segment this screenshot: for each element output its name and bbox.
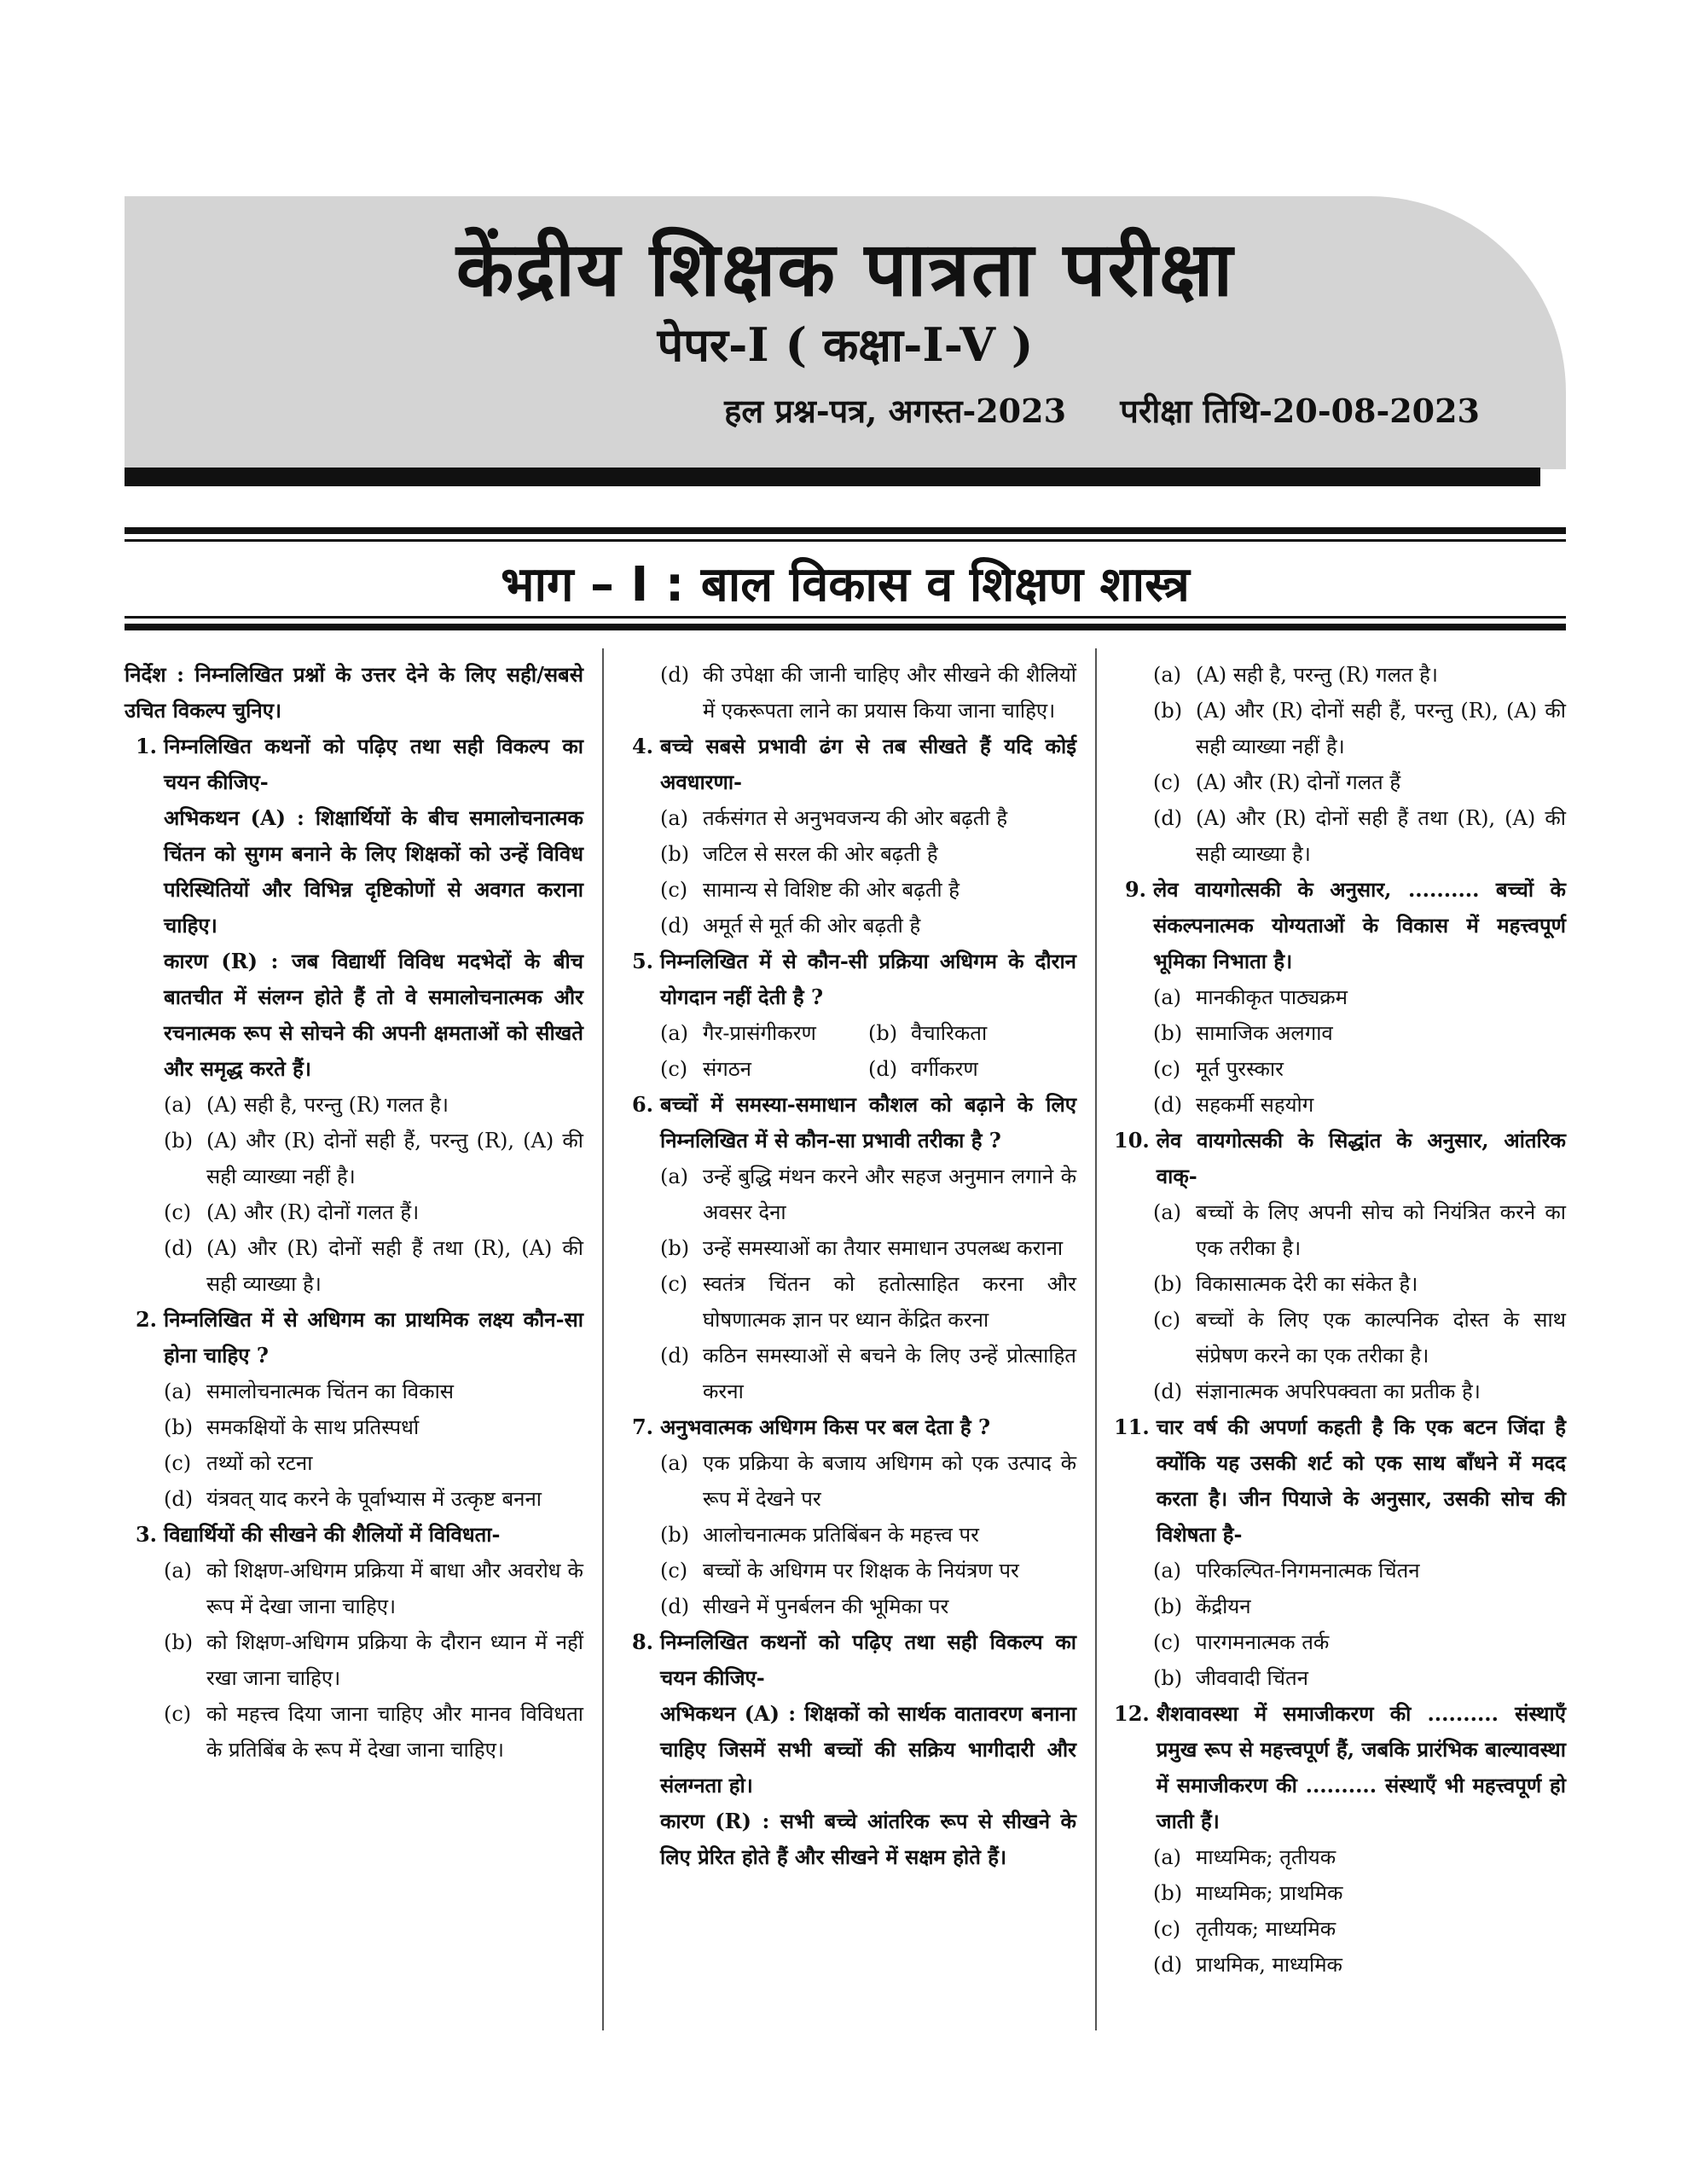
option-text: संगठन: [703, 1057, 751, 1081]
option-text: उन्हें समस्याओं का तैयार समाधान उपलब्ध कराना: [703, 1236, 1064, 1260]
option-text: माध्यमिक; प्राथमिक: [1196, 1881, 1343, 1905]
option-label: (b): [1153, 1021, 1183, 1045]
option-label: (d): [1153, 1380, 1183, 1403]
option-c: [660, 1051, 868, 1087]
option-c: [1114, 764, 1566, 800]
option-d: [868, 1051, 1076, 1087]
option-text: जीववादी चिंतन: [1196, 1666, 1308, 1690]
question-text: बच्चे सबसे प्रभावी ढंग से तब सीखते हैं यदि कोई अवधारणा-: [660, 734, 1076, 794]
option-d: [1114, 1660, 1566, 1696]
question-number: 4.: [631, 734, 653, 758]
option-text: को महत्त्व दिया जाना चाहिए और मानव विविधता के प्रतिबिंब के रूप में देखा जाना चाहिए।: [206, 1702, 583, 1762]
option-label: (a): [164, 1093, 193, 1117]
option-label: (d): [868, 1057, 898, 1081]
option-a: [1114, 1194, 1566, 1266]
question-text: लेव वायगोत्सकी के अनुसार, .......... बच्चों के संकल्पनात्मक योग्यताओं के विकास में महत्त्वपूर्ण भूमिका निभाता है।: [1153, 877, 1566, 973]
question-3: [125, 1517, 583, 1553]
divider: [125, 527, 1566, 534]
option-label: (d): [660, 914, 690, 938]
option-label: (a): [1153, 1200, 1182, 1224]
question-8: [621, 1624, 1076, 1696]
option-label: (b): [1153, 1272, 1183, 1296]
question-number: 12.: [1114, 1701, 1150, 1726]
question-text: चार वर्ष की अपर्णा कहती है कि एक बटन जिंदा है क्योंकि यह उसकी शर्ट को एक साथ बाँधने में मदद करता है। जीन पियाजे के अनुसार, उसकी सोच की विशेषता है-: [1156, 1414, 1566, 1547]
option-label: (d): [164, 1236, 194, 1260]
option-d: [621, 1589, 1076, 1624]
option-label: (b): [660, 1523, 690, 1547]
option-label: (b): [1153, 1594, 1183, 1618]
assertion: अभिकथन (A) : शिक्षकों को सार्थक वातावरण बनाना चाहिए जिसमें सभी बच्चों की सक्रिय भागीदारी और संलग्नता हो।: [660, 1701, 1076, 1798]
paper-info: [681, 388, 1480, 433]
option-label: (a): [660, 1165, 689, 1188]
option-text: जटिल से सरल की ओर बढ़ती है: [703, 842, 938, 866]
option-label: (b): [660, 1236, 690, 1260]
option-label: (a): [1153, 663, 1182, 687]
option-label: (b): [1153, 699, 1183, 723]
option-a: [621, 1445, 1076, 1517]
option-c: [125, 1445, 583, 1481]
page-title: केंद्रीय शिक्षक पात्रता परीक्षा: [455, 225, 1235, 313]
option-text: मूर्त पुरस्कार: [1196, 1057, 1284, 1081]
assertion: अभिकथन (A) : शिक्षार्थियों के बीच समालोचनात्मक चिंतन को सुगम बनाने के लिए शिक्षकों को उन्हें विविध परिस्थितियों और विभिन्न दृष्टिकोणों से अवगत कराना चाहिए।: [164, 805, 583, 938]
option-a: [621, 800, 1076, 836]
option-text: तर्कसंगत से अनुभवजन्य की ओर बढ़ती है: [703, 806, 1008, 830]
option-text: स्वतंत्र चिंतन को हतोत्साहित करना और घोषणात्मक ज्ञान पर ध्यान केंद्रित करना: [703, 1272, 1076, 1332]
option-text: विकासात्मक देरी का संकेत है।: [1196, 1272, 1418, 1296]
option-text: सीखने में पुनर्बलन की भूमिका पर: [703, 1594, 949, 1618]
reason: कारण (R) : सभी बच्चे आंतरिक रूप से सीखने के लिए प्रेरित होते हैं और सीखने में सक्षम होते हैं।: [660, 1809, 1076, 1869]
header-underline: [125, 468, 1540, 486]
option-text: मानकीकृत पाठ्यक्रम: [1196, 985, 1348, 1009]
question-number: 7.: [631, 1414, 653, 1439]
option-label: (b): [1153, 1666, 1183, 1690]
option-label: (d): [1153, 806, 1183, 830]
option-text: (A) और (R) दोनों सही हैं तथा (R), (A) की सही व्याख्या है।: [1196, 806, 1566, 866]
option-label: (d): [1153, 1093, 1183, 1117]
option-text: अमूर्त से मूर्त की ओर बढ़ती है: [703, 914, 921, 938]
option-label: (d): [660, 1344, 690, 1368]
option-b: [1114, 1015, 1566, 1051]
question-1: [125, 729, 583, 800]
question-text: बच्चों में समस्या-समाधान कौशल को बढ़ाने के लिए निम्नलिखित में से कौन-सा प्रभावी तरीका है ?: [660, 1092, 1076, 1153]
option-d: [125, 1481, 583, 1517]
option-label: (b): [660, 842, 690, 866]
option-text: परिकल्पित-निगमनात्मक चिंतन: [1196, 1559, 1420, 1583]
column-divider: [1095, 648, 1097, 2030]
option-d: [621, 657, 1076, 729]
option-label: (a): [1153, 985, 1182, 1009]
option-label: (c): [164, 1200, 192, 1224]
option-label: (c): [1153, 1057, 1181, 1081]
option-c: [621, 1553, 1076, 1589]
option-label: (d): [164, 1487, 194, 1511]
instruction: निर्देश : निम्नलिखित प्रश्नों के उत्तर देने के लिए सही/सबसे उचित विकल्प चुनिए।: [125, 662, 583, 723]
option-label: (d): [660, 1594, 690, 1618]
option-text: तृतीयक; माध्यमिक: [1196, 1917, 1336, 1941]
question-number: 3.: [135, 1522, 157, 1547]
option-text: पारगमनात्मक तर्क: [1196, 1630, 1330, 1654]
option-c: [125, 1696, 583, 1768]
option-b: [125, 1409, 583, 1445]
option-text: एक प्रक्रिया के बजाय अधिगम को एक उत्पाद के रूप में देखने पर: [703, 1451, 1076, 1511]
option-label: (a): [1153, 1845, 1182, 1869]
question-number: 8.: [631, 1629, 653, 1654]
question-number: 11.: [1114, 1414, 1150, 1439]
option-label: (a): [1153, 1559, 1182, 1583]
reason: कारण (R) : जब विद्यार्थी विविध मदभेदों के बीच बातचीत में संलग्न होते हैं तो वे समालोचनात्मक और रचनात्मक रूप से सोचने की अपनी क्षमताओं को सीखते और समृद्ध करते हैं।: [164, 949, 583, 1081]
option-a: [125, 1374, 583, 1409]
option-label: (d): [660, 663, 690, 687]
divider: [125, 616, 1566, 619]
option-label: (b): [164, 1630, 194, 1654]
option-label: (c): [660, 1272, 688, 1296]
option-text: (A) और (R) दोनों गलत हैं: [1196, 770, 1401, 794]
option-d: [621, 908, 1076, 944]
question-number: 10.: [1114, 1128, 1150, 1153]
option-c: [1114, 1911, 1566, 1947]
option-b: [1114, 1589, 1566, 1624]
question-2: [125, 1302, 583, 1374]
question-12: [1114, 1696, 1566, 1839]
option-label: (c): [660, 1057, 688, 1081]
question-text: लेव वायगोत्सकी के सिद्धांत के अनुसार, आंतरिक वाक्-: [1156, 1128, 1566, 1188]
option-b: [1114, 1266, 1566, 1302]
option-d: [1114, 1947, 1566, 1983]
option-text: कठिन समस्याओं से बचने के लिए उन्हें प्रोत्साहित करना: [703, 1344, 1076, 1403]
option-text: को शिक्षण-अधिगम प्रक्रिया के दौरान ध्यान में नहीं रखा जाना चाहिए।: [206, 1630, 583, 1690]
option-b: [621, 1230, 1076, 1266]
option-label: (b): [868, 1021, 898, 1045]
question-5: [621, 944, 1076, 1015]
option-label: (b): [164, 1415, 194, 1439]
question-text: निम्नलिखित में से कौन-सी प्रक्रिया अधिगम के दौरान योगदान नहीं देती है ?: [660, 949, 1076, 1009]
question-text: विद्यार्थियों की सीखने की शैलियों में विविधता-: [164, 1522, 501, 1547]
option-text: समालोचनात्मक चिंतन का विकास: [206, 1380, 455, 1403]
option-a: [1114, 1553, 1566, 1589]
option-label: (c): [1153, 770, 1181, 794]
question-11: [1114, 1409, 1566, 1553]
option-text: बच्चों के अधिगम पर शिक्षक के नियंत्रण पर: [703, 1559, 1019, 1583]
option-text: सामान्य से विशिष्ट की ओर बढ़ती है: [703, 878, 960, 902]
question-text: निम्नलिखित कथनों को पढ़िए तथा सही विकल्प का चयन कीजिए-: [164, 734, 583, 794]
divider: [125, 539, 1566, 542]
option-a: [660, 1015, 868, 1051]
option-text: यंत्रवत् याद करने के पूर्वाभ्यास में उत्कृष्ट बनना: [206, 1487, 542, 1511]
option-b: [1114, 693, 1566, 764]
question-number: 9.: [1124, 877, 1146, 902]
option-row: [621, 1051, 1076, 1087]
section-title: भाग – I : बाल विकास व शिक्षण शास्त्र: [501, 557, 1190, 613]
option-b: [125, 1123, 583, 1194]
question-number: 1.: [135, 734, 157, 758]
question-4: [621, 729, 1076, 800]
option-text: उन्हें बुद्धि मंथन करने और सहज अनुमान लगाने के अवसर देना: [703, 1165, 1076, 1224]
option-text: समकक्षियों के साथ प्रतिस्पर्धा: [206, 1415, 420, 1439]
option-label: (a): [164, 1559, 193, 1583]
option-text: माध्यमिक; तृतीयक: [1196, 1845, 1336, 1869]
option-label: (b): [164, 1129, 194, 1153]
column-1: [125, 657, 583, 1768]
option-label: (c): [164, 1702, 192, 1726]
option-a: [621, 1159, 1076, 1230]
option-a: [125, 1553, 583, 1624]
option-text: को शिक्षण-अधिगम प्रक्रिया में बाधा और अवरोध के रूप में देखा जाना चाहिए।: [206, 1559, 583, 1618]
option-c: [621, 872, 1076, 908]
option-b: [868, 1015, 1076, 1051]
option-text: (A) सही है, परन्तु (R) गलत है।: [1196, 663, 1439, 687]
column-2: [621, 657, 1076, 1875]
option-text: (A) और (R) दोनों सही हैं, परन्तु (R), (A) की सही व्याख्या नहीं है।: [206, 1129, 583, 1188]
option-d: [1114, 1374, 1566, 1409]
option-text: बच्चों के लिए एक काल्पनिक दोस्त के साथ संप्रेषण करने का एक तरीका है।: [1196, 1308, 1566, 1368]
option-text: (A) सही है, परन्तु (R) गलत है।: [206, 1093, 449, 1117]
option-c: [621, 1266, 1076, 1338]
question-text: निम्नलिखित कथनों को पढ़िए तथा सही विकल्प का चयन कीजिए-: [660, 1629, 1076, 1690]
option-label: (c): [164, 1451, 192, 1475]
option-a: [1114, 979, 1566, 1015]
question-9: [1114, 872, 1566, 979]
question-text: निम्नलिखित में से अधिगम का प्राथमिक लक्ष्य कौन-सा होना चाहिए ?: [164, 1307, 583, 1368]
option-c: [125, 1194, 583, 1230]
option-row: [621, 1015, 1076, 1051]
option-text: बच्चों के लिए अपनी सोच को नियंत्रित करने का एक तरीका है।: [1196, 1200, 1566, 1260]
option-text: (A) और (R) दोनों सही हैं, परन्तु (R), (A) की सही व्याख्या नहीं है।: [1196, 699, 1566, 758]
solved-paper-label: हल प्रश्न-पत्र, अगस्त-2023: [724, 392, 1067, 430]
question-10: [1114, 1123, 1566, 1194]
option-text: गैर-प्रासंगीकरण: [703, 1021, 816, 1045]
option-label: (c): [660, 1559, 688, 1583]
option-label: (c): [1153, 1917, 1181, 1941]
option-text: की उपेक्षा की जानी चाहिए और सीखने की शैलियों में एकरूपता लाने का प्रयास किया जाना चाहिए।: [703, 663, 1076, 723]
option-label: (a): [660, 1451, 689, 1475]
option-label: (a): [660, 1021, 689, 1045]
option-text: सामाजिक अलगाव: [1196, 1021, 1333, 1045]
option-d: [1114, 1087, 1566, 1123]
option-d: [621, 1338, 1076, 1409]
option-label: (d): [1153, 1953, 1183, 1977]
option-label: (c): [1153, 1308, 1181, 1332]
option-label: (b): [1153, 1881, 1183, 1905]
option-text: (A) और (R) दोनों सही हैं तथा (R), (A) की सही व्याख्या है।: [206, 1236, 583, 1296]
option-text: (A) और (R) दोनों गलत हैं।: [206, 1200, 420, 1224]
option-text: आलोचनात्मक प्रतिबिंबन के महत्त्व पर: [703, 1523, 979, 1547]
option-d: [125, 1230, 583, 1302]
question-number: 5.: [631, 949, 653, 973]
option-label: (a): [164, 1380, 193, 1403]
option-text: केंद्रीयन: [1196, 1594, 1251, 1618]
exam-date: परीक्षा तिथि-20-08-2023: [1120, 392, 1480, 430]
question-number: 2.: [135, 1307, 157, 1332]
option-b: [1114, 1875, 1566, 1911]
column-divider: [602, 648, 604, 2030]
option-text: सहकर्मी सहयोग: [1196, 1093, 1314, 1117]
paper-subtitle: पेपर-I ( कक्षा-I-V ): [657, 317, 1034, 372]
option-label: (c): [1153, 1630, 1181, 1654]
option-b: [125, 1624, 583, 1696]
question-text: अनुभवात्मक अधिगम किस पर बल देता है ?: [660, 1414, 991, 1439]
option-text: तथ्यों को रटना: [206, 1451, 313, 1475]
option-c: [1114, 1302, 1566, 1374]
divider: [125, 624, 1566, 630]
option-d: [1114, 800, 1566, 872]
option-b: [621, 1517, 1076, 1553]
option-c: [1114, 1051, 1566, 1087]
question-6: [621, 1087, 1076, 1159]
option-text: संज्ञानात्मक अपरिपक्वता का प्रतीक है।: [1196, 1380, 1481, 1403]
question-7: [621, 1409, 1076, 1445]
option-label: (c): [660, 878, 688, 902]
option-text: वैचारिकता: [911, 1021, 988, 1045]
option-a: [1114, 657, 1566, 693]
option-text: वर्गीकरण: [911, 1057, 978, 1081]
option-text: प्राथमिक, माध्यमिक: [1196, 1953, 1342, 1977]
option-b: [621, 836, 1076, 872]
question-number: 6.: [631, 1092, 653, 1117]
option-a: [125, 1087, 583, 1123]
option-c: [1114, 1624, 1566, 1660]
option-a: [1114, 1839, 1566, 1875]
option-label: (a): [660, 806, 689, 830]
column-3: [1114, 657, 1566, 1983]
question-text: शैशवावस्था में समाजीकरण की .......... संस्थाएँ प्रमुख रूप से महत्त्वपूर्ण हैं, जबकि प्रारंभिक बाल्यावस्था में समाजीकरण की .......... संस्थाएँ भी महत्त्वपूर्ण हो जाती हैं।: [1156, 1701, 1566, 1833]
